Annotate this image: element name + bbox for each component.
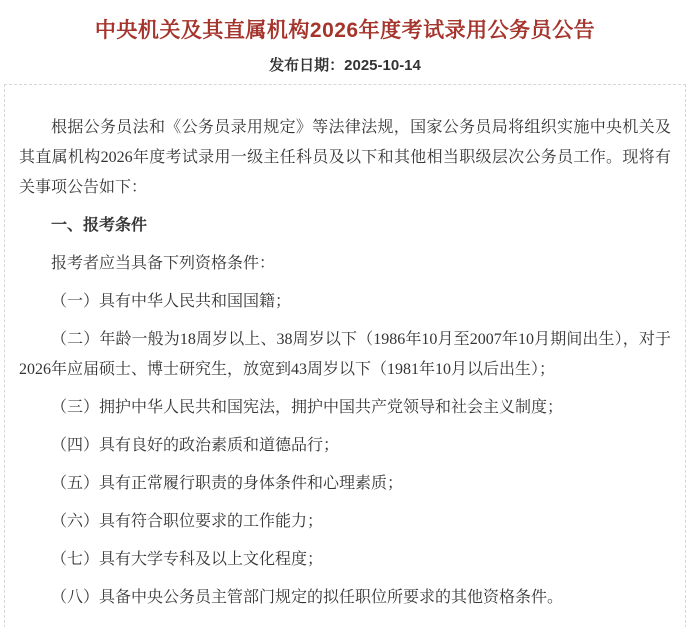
publish-date (0, 56, 690, 76)
intro-paragraph: 根据公务员法和《公务员录用规定》等法律法规，国家公务员局将组织实施中央机关及其直属机构2026年度考试录用一级主任科员及以下和其他相当职级层次公务员工作。现将有关事项公告如下： (19, 119, 671, 196)
publish-date-label: 发布日期： (269, 57, 345, 74)
condition-item: （五）具有正常履行职责的身体条件和心理素质； (51, 475, 404, 492)
announcement-header (0, 0, 690, 76)
condition-item: （二）年龄一般为18周岁以上、38周岁以下（1986年10月至2007年10月期间出生），对于2026年应届硕士、博士研究生，放宽到43周岁以下（1981年10月以后出生）； (19, 331, 671, 378)
publish-date-value: 2025-10-14 (344, 57, 421, 74)
condition-item: （八）具备中央公务员主管部门规定的拟任职位所要求的其他资格条件。 (51, 589, 564, 606)
condition-item: （三）拥护中华人民共和国宪法，拥护中国共产党领导和社会主义制度； (51, 399, 564, 416)
content-dashed-box (4, 84, 686, 627)
condition-item: （六）具有符合职位要求的工作能力； (51, 513, 324, 530)
condition-item: （一）具有中华人民共和国国籍； (51, 293, 292, 310)
lead-paragraph: 报考者应当具备下列资格条件： (51, 255, 276, 272)
page-title: 中央机关及其直属机构2026年度考试录用公务员公告 (94, 19, 596, 42)
section-heading-requirements: 一、报考条件 (51, 217, 148, 234)
condition-item: （四）具有良好的政治素质和道德品行； (51, 437, 340, 454)
condition-item: （七）具有大学专科及以上文化程度； (51, 551, 324, 568)
